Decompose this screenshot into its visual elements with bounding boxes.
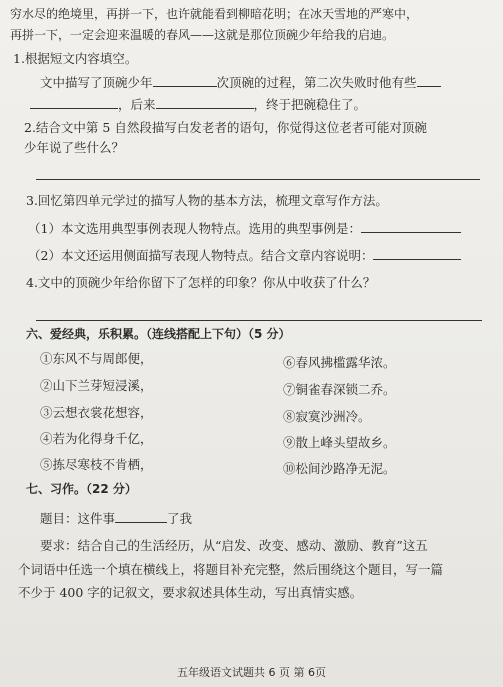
essay-topic <box>40 510 192 527</box>
q4-title: 4.文中的顶碗少年给你留下了怎样的印象？你从中收获了什么？ <box>26 275 376 290</box>
poem-left-2[interactable]: ②山下兰芽短浸溪， <box>40 378 153 393</box>
section-6-title: 六、爱经典，乐积累。（连线搭配上下句）（5 分） <box>26 327 291 341</box>
essay-req-3: 不少于 400 字的记叙文，要求叙述具体生动，写出真情实感。 <box>18 585 363 600</box>
q3-sub-1 <box>28 220 461 237</box>
q1-line-1 <box>40 74 441 91</box>
essay-req-2: 个词语中任选一个填在横线上，将题目补充完整，然后围绕这个题目，写一篇 <box>18 562 444 577</box>
q1-text-3: ，后来 <box>118 97 156 112</box>
section-7-title: 七、习作。（22 分） <box>26 482 137 496</box>
poem-right-10[interactable]: ⑩松间沙路净无泥。 <box>283 461 396 476</box>
q3-sub-2-text: （2）本文还运用侧面描写表现人物特点。结合文章内容说明： <box>28 248 374 263</box>
poem-right-6[interactable]: ⑥春风拂槛露华浓。 <box>283 355 396 370</box>
essay-req-1: 要求：结合自己的生活经历，从“启发、改变、感动、激励、教育”这五 <box>40 538 428 553</box>
intro-line-1: 穷水尽的绝境里，再拼一下，也许就能看到柳暗花明；在冰天雪地的严寒中， <box>10 7 419 21</box>
q1-title: 1.根据短文内容填空。 <box>13 51 138 66</box>
q3-title: 3.回忆第四单元学过的描写人物的基本方法，梳理文章写作方法。 <box>26 193 388 208</box>
poem-left-5[interactable]: ⑤拣尽寒枝不肯栖， <box>40 457 153 472</box>
q1-text-2: 次顶碗的过程，第二次失败时他有些 <box>216 75 417 90</box>
q1-blank-2[interactable] <box>417 74 441 87</box>
q2-answer-line[interactable] <box>36 179 480 180</box>
q4-answer-line[interactable] <box>36 320 482 321</box>
q3-sub-1-text: （1）本文选用典型事例表现人物特点。选用的典型事例是： <box>28 221 361 236</box>
q2-line-1: 2.结合文中第 5 自然段描写白发老者的语句，你觉得这位老者可能对顶碗 <box>24 120 427 135</box>
q1-text-1: 文中描写了顶碗少年 <box>40 75 153 90</box>
q3-blank-2[interactable] <box>373 247 461 260</box>
q1-line-2 <box>30 96 366 113</box>
essay-topic-blank[interactable] <box>115 510 167 523</box>
page-footer: 五年级语文试题共 6 页 第 6页 <box>177 666 326 679</box>
q2-line-2: 少年说了些什么？ <box>24 140 125 155</box>
q1-blank-1[interactable] <box>153 74 217 87</box>
q1-text-4: ，终于把碗稳住了。 <box>253 97 367 112</box>
q1-blank-3[interactable] <box>30 96 118 109</box>
intro-line-2: 再拼一下，一定会迎来温暖的春风——这就是那位顶碗少年给我的启迪。 <box>10 28 395 42</box>
q1-blank-4[interactable] <box>156 96 254 109</box>
q3-sub-2 <box>28 247 461 264</box>
q3-blank-1[interactable] <box>361 220 461 233</box>
poem-right-7[interactable]: ⑦铜雀春深锁二乔。 <box>283 382 396 397</box>
poem-right-9[interactable]: ⑨散上峰头望故乡。 <box>283 435 396 450</box>
poem-right-8[interactable]: ⑧寂寞沙洲冷。 <box>283 409 371 424</box>
essay-topic-prefix: 题目：这件事 <box>40 511 116 526</box>
essay-topic-suffix: 了我 <box>167 511 193 526</box>
poem-left-1[interactable]: ①东风不与周郎便， <box>40 351 153 366</box>
poem-left-3[interactable]: ③云想衣裳花想容， <box>40 405 153 420</box>
poem-left-4[interactable]: ④若为化得身千亿， <box>40 431 153 446</box>
